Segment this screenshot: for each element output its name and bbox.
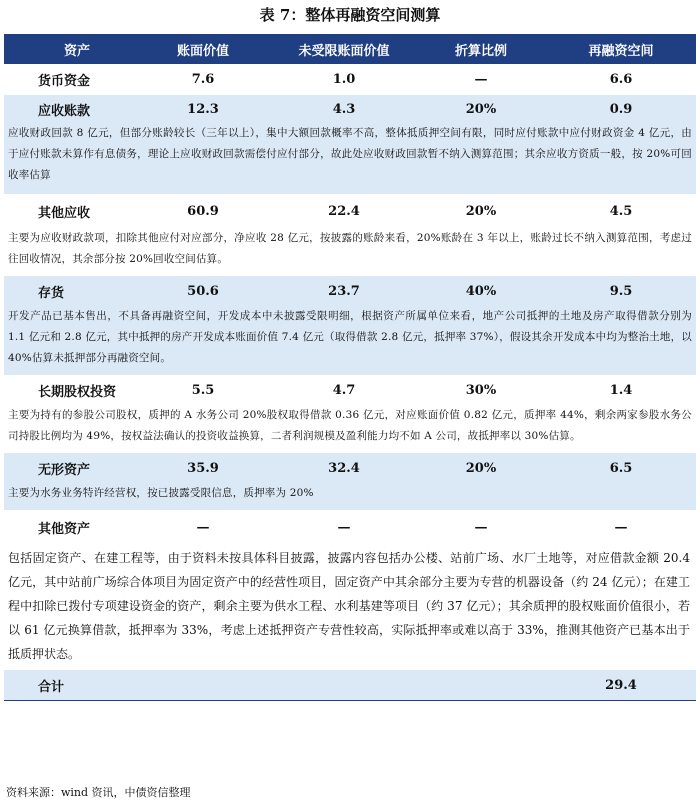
- table-row-group: [4, 95, 696, 194]
- cell-space: 6.5: [609, 460, 633, 476]
- cell-ratio: 20%: [465, 460, 497, 476]
- cell-space: 1.4: [609, 382, 633, 398]
- row-note: 主要为持有的参股公司股权，质押的 A 水务公司 20%股权取得借款 0.36 亿元，对应账面价值 0.82 亿元，质押率 44%，剩余两家参股水务公司持股比例均为 49%，按权益法确认的投资收益换算，二者利润规模及盈利能力均不如 A 公司，故抵押率以 30%估算。: [8, 409, 692, 442]
- header-ratio: 折算比例: [454, 43, 507, 59]
- cell-book: 7.6: [191, 72, 215, 87]
- cell-unrestricted: —: [337, 519, 351, 535]
- cell-ratio: 30%: [465, 382, 497, 398]
- refinancing-table: [4, 34, 696, 701]
- header-book-value: 账面价值: [176, 43, 229, 59]
- cell-unrestricted: 22.4: [328, 203, 360, 219]
- cell-space: 9.5: [609, 283, 633, 299]
- cell-ratio: —: [474, 519, 488, 535]
- cell-space: —: [614, 519, 628, 535]
- cell-space: 6.6: [609, 72, 633, 87]
- header-asset: 资产: [64, 43, 91, 59]
- cell-book: 12.3: [187, 101, 219, 117]
- header-unrestricted-value: 未受限账面价值: [298, 43, 390, 59]
- table-title: 表 7：整体再融资空间测算: [259, 6, 441, 24]
- cell-asset: 其他资产: [38, 521, 91, 537]
- total-label: 合计: [38, 679, 65, 695]
- cell-unrestricted: 4.7: [332, 382, 356, 398]
- row-note: 开发产品已基本售出，不具备再融资空间，开发成本中未披露受限明细，根据资产所属单位来看，地产公司抵押的土地及房产取得借款分别为 1.1 亿元和 2.8 亿元，其中抵押的房产开发成本账面价值 7.4 亿元（取得借款 2.8 亿元，抵押率 37%），假设其余开发成本中均为整治土地，以 40%估算未抵押部分再融资空间。: [8, 310, 692, 364]
- source-note: 资料来源：wind 资讯，中债资信整理: [6, 786, 191, 799]
- cell-book: 5.5: [191, 382, 215, 398]
- cell-unrestricted: 23.7: [328, 283, 360, 299]
- table-header: [4, 34, 696, 64]
- cell-book: 50.6: [187, 283, 219, 299]
- row-note: 包括固定资产、在建工程等，由于资料未按具体科目披露，披露内容包括办公楼、站前广场、水厂土地等，对应借款金额 20.4 亿元，其中站前广场综合体项目为固定资产中的经营性项目，固定资产中其余部分主要为专营的机器设备（约 24 亿元）；在建工程中扣除已拨付专项建设资金的资产，剩余主要为供水工程、水利基建等项目（约 37 亿元）；其余质押的股权账面价值很小，若以 61 亿元换算借款，抵押率为 33%，考虑上述抵押资产专营性较高，实际抵押率或难以高于 33%，推测其他资产已基本出于抵质押状态。: [8, 551, 690, 661]
- cell-asset: 应收账款: [38, 103, 91, 119]
- row-note: 应收财政回款 8 亿元，但部分账龄较长（三年以上），集中大额回款概率不高，整体抵质押空间有限，同时应付账款中应付财政资金 4 亿元，由于应付账款未算作有息债务，理论上应收财政回款需偿付应付部分，故此处应收财政回款暂不纳入测算范围；其余应收方资质一般，按 20%可回收率估算: [8, 127, 692, 181]
- total-row: [4, 670, 696, 700]
- table-row: [4, 510, 696, 544]
- table-row: [4, 194, 696, 228]
- cell-ratio: —: [474, 72, 488, 87]
- cell-book: 35.9: [187, 460, 219, 476]
- table-row-group: [4, 453, 696, 510]
- row-note: 主要为应收财政款项，扣除其他应付对应部分，净应收 28 亿元，按披露的账龄来看，20%账龄在 3 年以上，账龄过长不纳入测算范围，考虑过往回收情况，其余部分按 20%回收空间估算。: [8, 232, 692, 265]
- total-space: 29.4: [605, 677, 637, 693]
- table-row: [4, 64, 696, 95]
- cell-unrestricted: 32.4: [328, 460, 360, 476]
- cell-asset: 货币资金: [38, 74, 91, 89]
- cell-unrestricted: 1.0: [332, 72, 356, 87]
- cell-asset: 其他应收: [38, 205, 91, 221]
- cell-space: 0.9: [609, 101, 633, 117]
- table-row-group: [4, 194, 696, 276]
- table-row: [4, 453, 696, 483]
- table-bottom-border: [4, 700, 696, 701]
- table-row-group: [4, 375, 696, 453]
- cell-ratio: 40%: [465, 283, 497, 299]
- header-refinance-space: 再融资空间: [588, 43, 654, 59]
- cell-asset: 存货: [38, 285, 65, 301]
- table-row-group: [4, 510, 696, 670]
- cell-space: 4.5: [609, 203, 633, 219]
- row-note: 主要为水务业务特许经营权，按已披露受限信息，质押率为 20%: [8, 487, 314, 499]
- table-row: [4, 276, 696, 306]
- table-row: [4, 375, 696, 405]
- cell-book: 60.9: [187, 203, 219, 219]
- cell-asset: 无形资产: [38, 462, 91, 478]
- cell-ratio: 20%: [465, 101, 497, 117]
- cell-book: —: [196, 519, 210, 535]
- cell-unrestricted: 4.3: [332, 101, 356, 117]
- table-row: [4, 95, 696, 123]
- cell-ratio: 20%: [465, 203, 497, 219]
- table-row-group: [4, 276, 696, 375]
- cell-asset: 长期股权投资: [38, 384, 117, 400]
